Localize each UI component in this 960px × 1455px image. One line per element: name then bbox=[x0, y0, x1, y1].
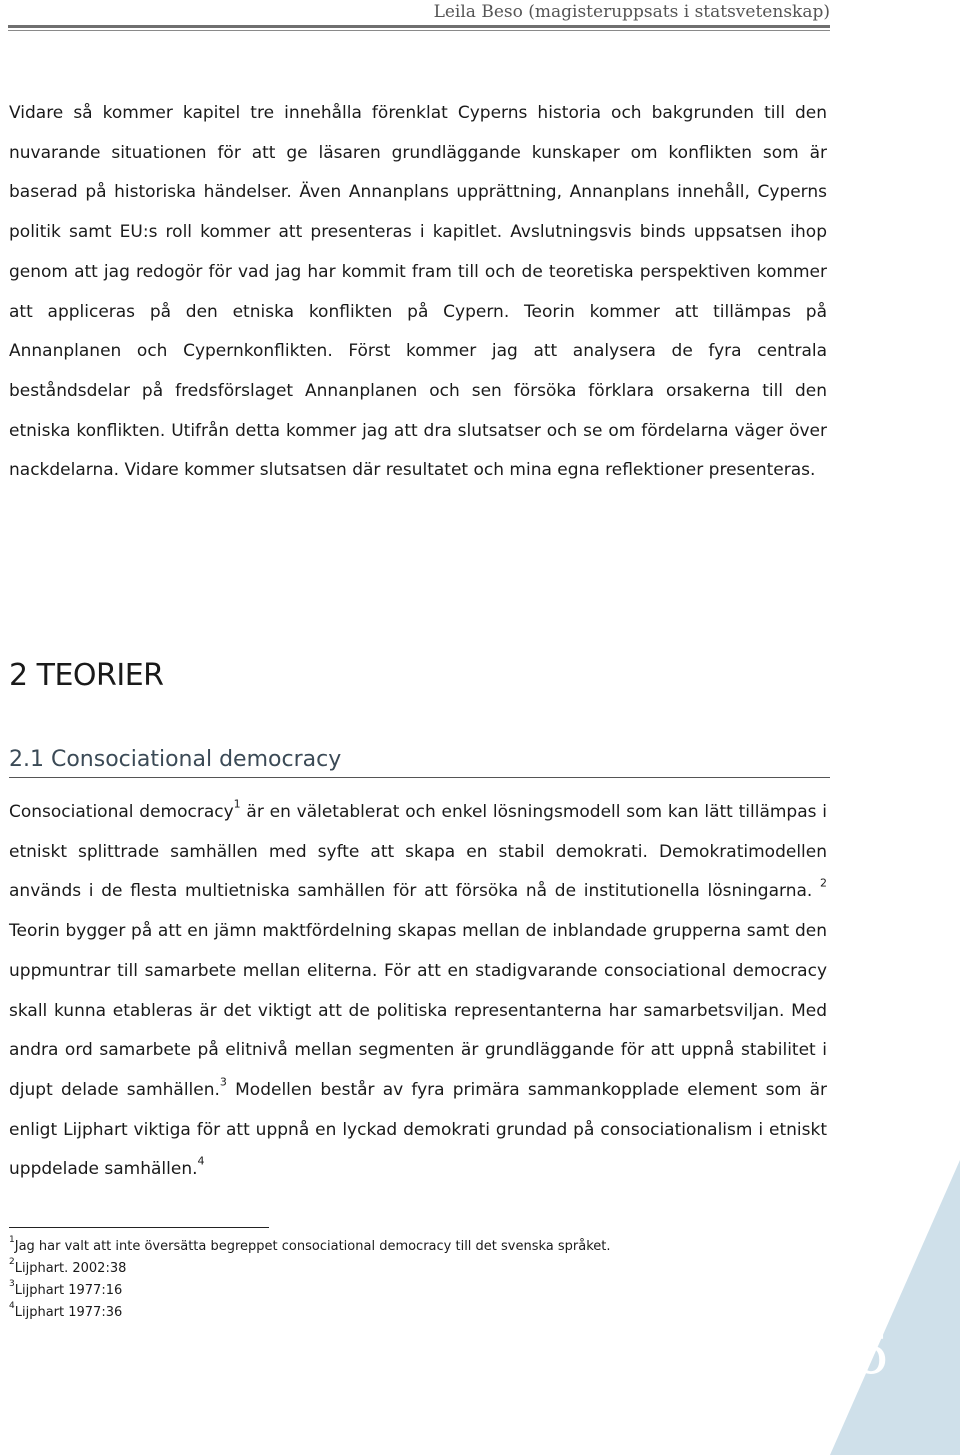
body-text-segment: Modellen består av fyra primära sammankopplade element som är enligt Lijphart viktiga för att uppnå en lyckad demokrati grundad på consociationalism i etniskt uppdelade samhällen. bbox=[9, 1079, 827, 1180]
footnote-text: Lijphart 1977:16 bbox=[14, 1283, 123, 1298]
footnote-number: 4 bbox=[9, 1300, 15, 1311]
footnote-text: Jag har valt att inte översätta begreppet consociational democracy till det svenska språket. bbox=[14, 1239, 611, 1254]
body-text-segment: Consociational democracy bbox=[9, 802, 234, 822]
footnote-item bbox=[9, 1302, 829, 1324]
corner-accent-triangle bbox=[830, 1160, 960, 1455]
footnote-number: 1 bbox=[9, 1234, 15, 1245]
running-header bbox=[0, 0, 830, 24]
footnote-separator bbox=[9, 1227, 269, 1228]
footnote-item bbox=[9, 1280, 829, 1302]
footnote-ref[interactable]: 1 bbox=[233, 797, 241, 811]
section-heading-rule bbox=[9, 777, 830, 778]
running-header-title: Leila Beso (magisteruppsats i statsvetenskap) bbox=[433, 2, 830, 22]
footnote-text: Lijphart 1977:36 bbox=[14, 1305, 123, 1320]
page-number: 6 bbox=[852, 1319, 889, 1387]
footnote-text: Lijphart. 2002:38 bbox=[14, 1261, 127, 1276]
intro-paragraph: Vidare så kommer kapitel tre innehålla förenklat Cyperns historia och bakgrunden till den nuvarande situationen för att ge läsaren grundläggande kunskaper om konflikten som är baserad på historiska händelser. Även Annanplans upprättning, Annanplans innehåll, Cyperns politik samt EU:s roll kommer att presenteras i kapitlet. Avslutningsvis binds uppsatsen ihop genom att jag redogör för vad jag har kommit fram till och de teoretiska perspektiven kommer att appliceras på den etniska konflikten på Cypern. Teorin kommer att tillämpas på Annanplanen och Cypernkonflikten. Först kommer jag att analysera de fyra centrala beståndsdelar på fredsförslaget Annanplanen och sen försöka förklara orsakerna till den etniska konflikten. Utifrån detta kommer jag att dra slutsatser och se om fördelarna väger över nackdelarna. Vidare kommer slutsatsen där resultatet och mina egna reflektioner presenteras. bbox=[9, 103, 827, 481]
footnote-ref[interactable]: 3 bbox=[219, 1075, 227, 1089]
body-paragraph bbox=[9, 793, 827, 1190]
footnote-ref[interactable]: 4 bbox=[197, 1154, 205, 1168]
footnote-number: 3 bbox=[9, 1278, 15, 1289]
footnote-ref[interactable]: 2 bbox=[820, 877, 827, 891]
body-text-segment: Teorin bygger på att en jämn maktfördelning skapas mellan de inblandade grupperna samt den uppmuntrar till samarbete mellan eliterna. För att en stadigvarande consociational democracy skall kunna etableras är det viktigt att de politiska representanterna har samarbetsviljan. Med andra ord samarbete på elitnivå mellan segmenten är grundläggande för att uppnå stabilitet i djupt delade samhällen. bbox=[9, 921, 827, 1100]
chapter-heading: 2 TEORIER bbox=[9, 658, 164, 693]
header-rule-thin bbox=[8, 30, 830, 31]
section-heading: 2.1 Consociational democracy bbox=[9, 747, 342, 772]
corner-accent-shape bbox=[830, 1160, 960, 1455]
footnote-item bbox=[9, 1236, 829, 1258]
body-text-segment: är en väletablerat och enkel lösningsmodell som kan lätt tillämpas i etniskt splittrade samhällen med syfte att skapa en stabil demokrati. Demokratimodellen används i de flesta multietniska samhällen för att försöka nå de institutionella lösningarna. bbox=[9, 802, 828, 902]
footnote-number: 2 bbox=[9, 1256, 15, 1267]
header-rule bbox=[8, 25, 830, 28]
footnote-item bbox=[9, 1258, 829, 1280]
footnotes bbox=[9, 1236, 829, 1324]
